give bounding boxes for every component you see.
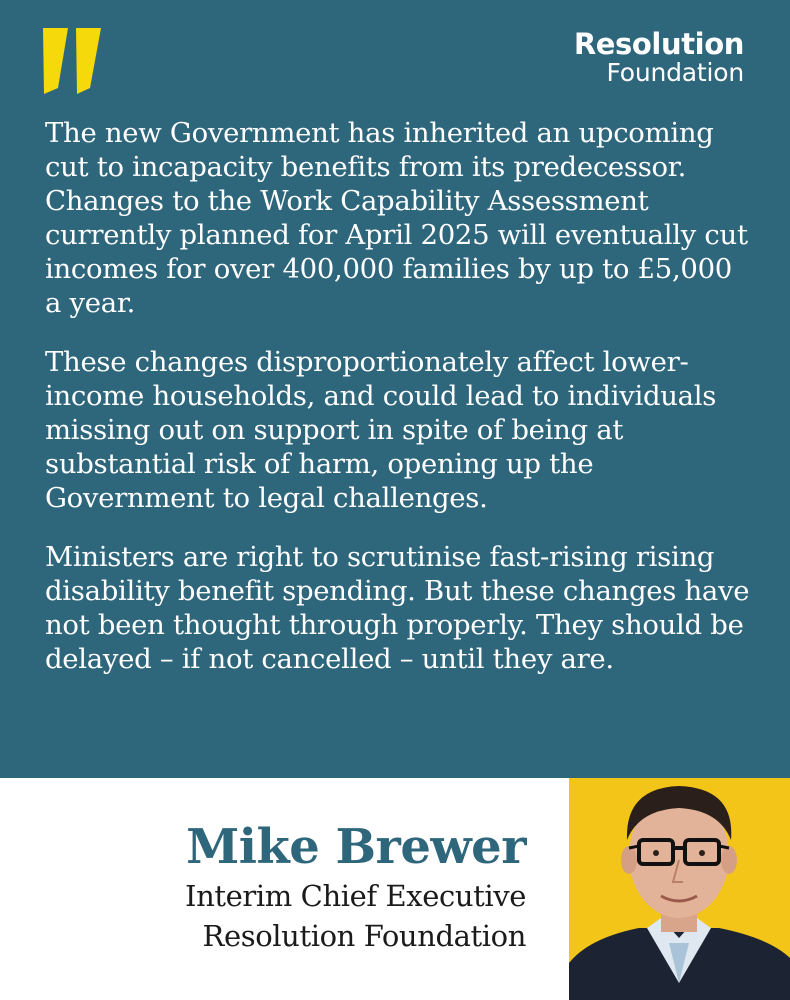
logo-line-2: Foundation xyxy=(606,58,744,87)
quote-body xyxy=(45,116,755,701)
quote-paragraph-1: The new Government has inherited an upcoming cut to incapacity benefits from its predecessor. Changes to the Work Capability Assessment currently planned for April 2025 will eventually cut incomes for over 400,000 families by up to £5,000 a year. xyxy=(45,117,748,319)
resolution-foundation-logo xyxy=(573,27,744,87)
author-portrait-illustration xyxy=(569,778,790,1000)
author-photo xyxy=(569,778,790,1000)
author-organisation: Resolution Foundation xyxy=(202,919,526,953)
author-name: Mike Brewer xyxy=(186,819,526,875)
author-role: Interim Chief Executive xyxy=(185,879,526,913)
quote-paragraph-2: These changes disproportionately affect lower-income households, and could lead to individuals missing out on support in spite of being at substantial risk of harm, opening up the Government to legal challenges. xyxy=(45,346,717,514)
author-signature xyxy=(185,818,526,956)
quotation-mark-icon xyxy=(42,28,102,94)
logo-line-1: Resolution xyxy=(573,27,744,61)
quote-paragraph-3: Ministers are right to scrutinise fast-rising rising disability benefit spending. But these changes have not been thought through properly. They should be delayed – if not cancelled – until they are. xyxy=(45,541,750,675)
